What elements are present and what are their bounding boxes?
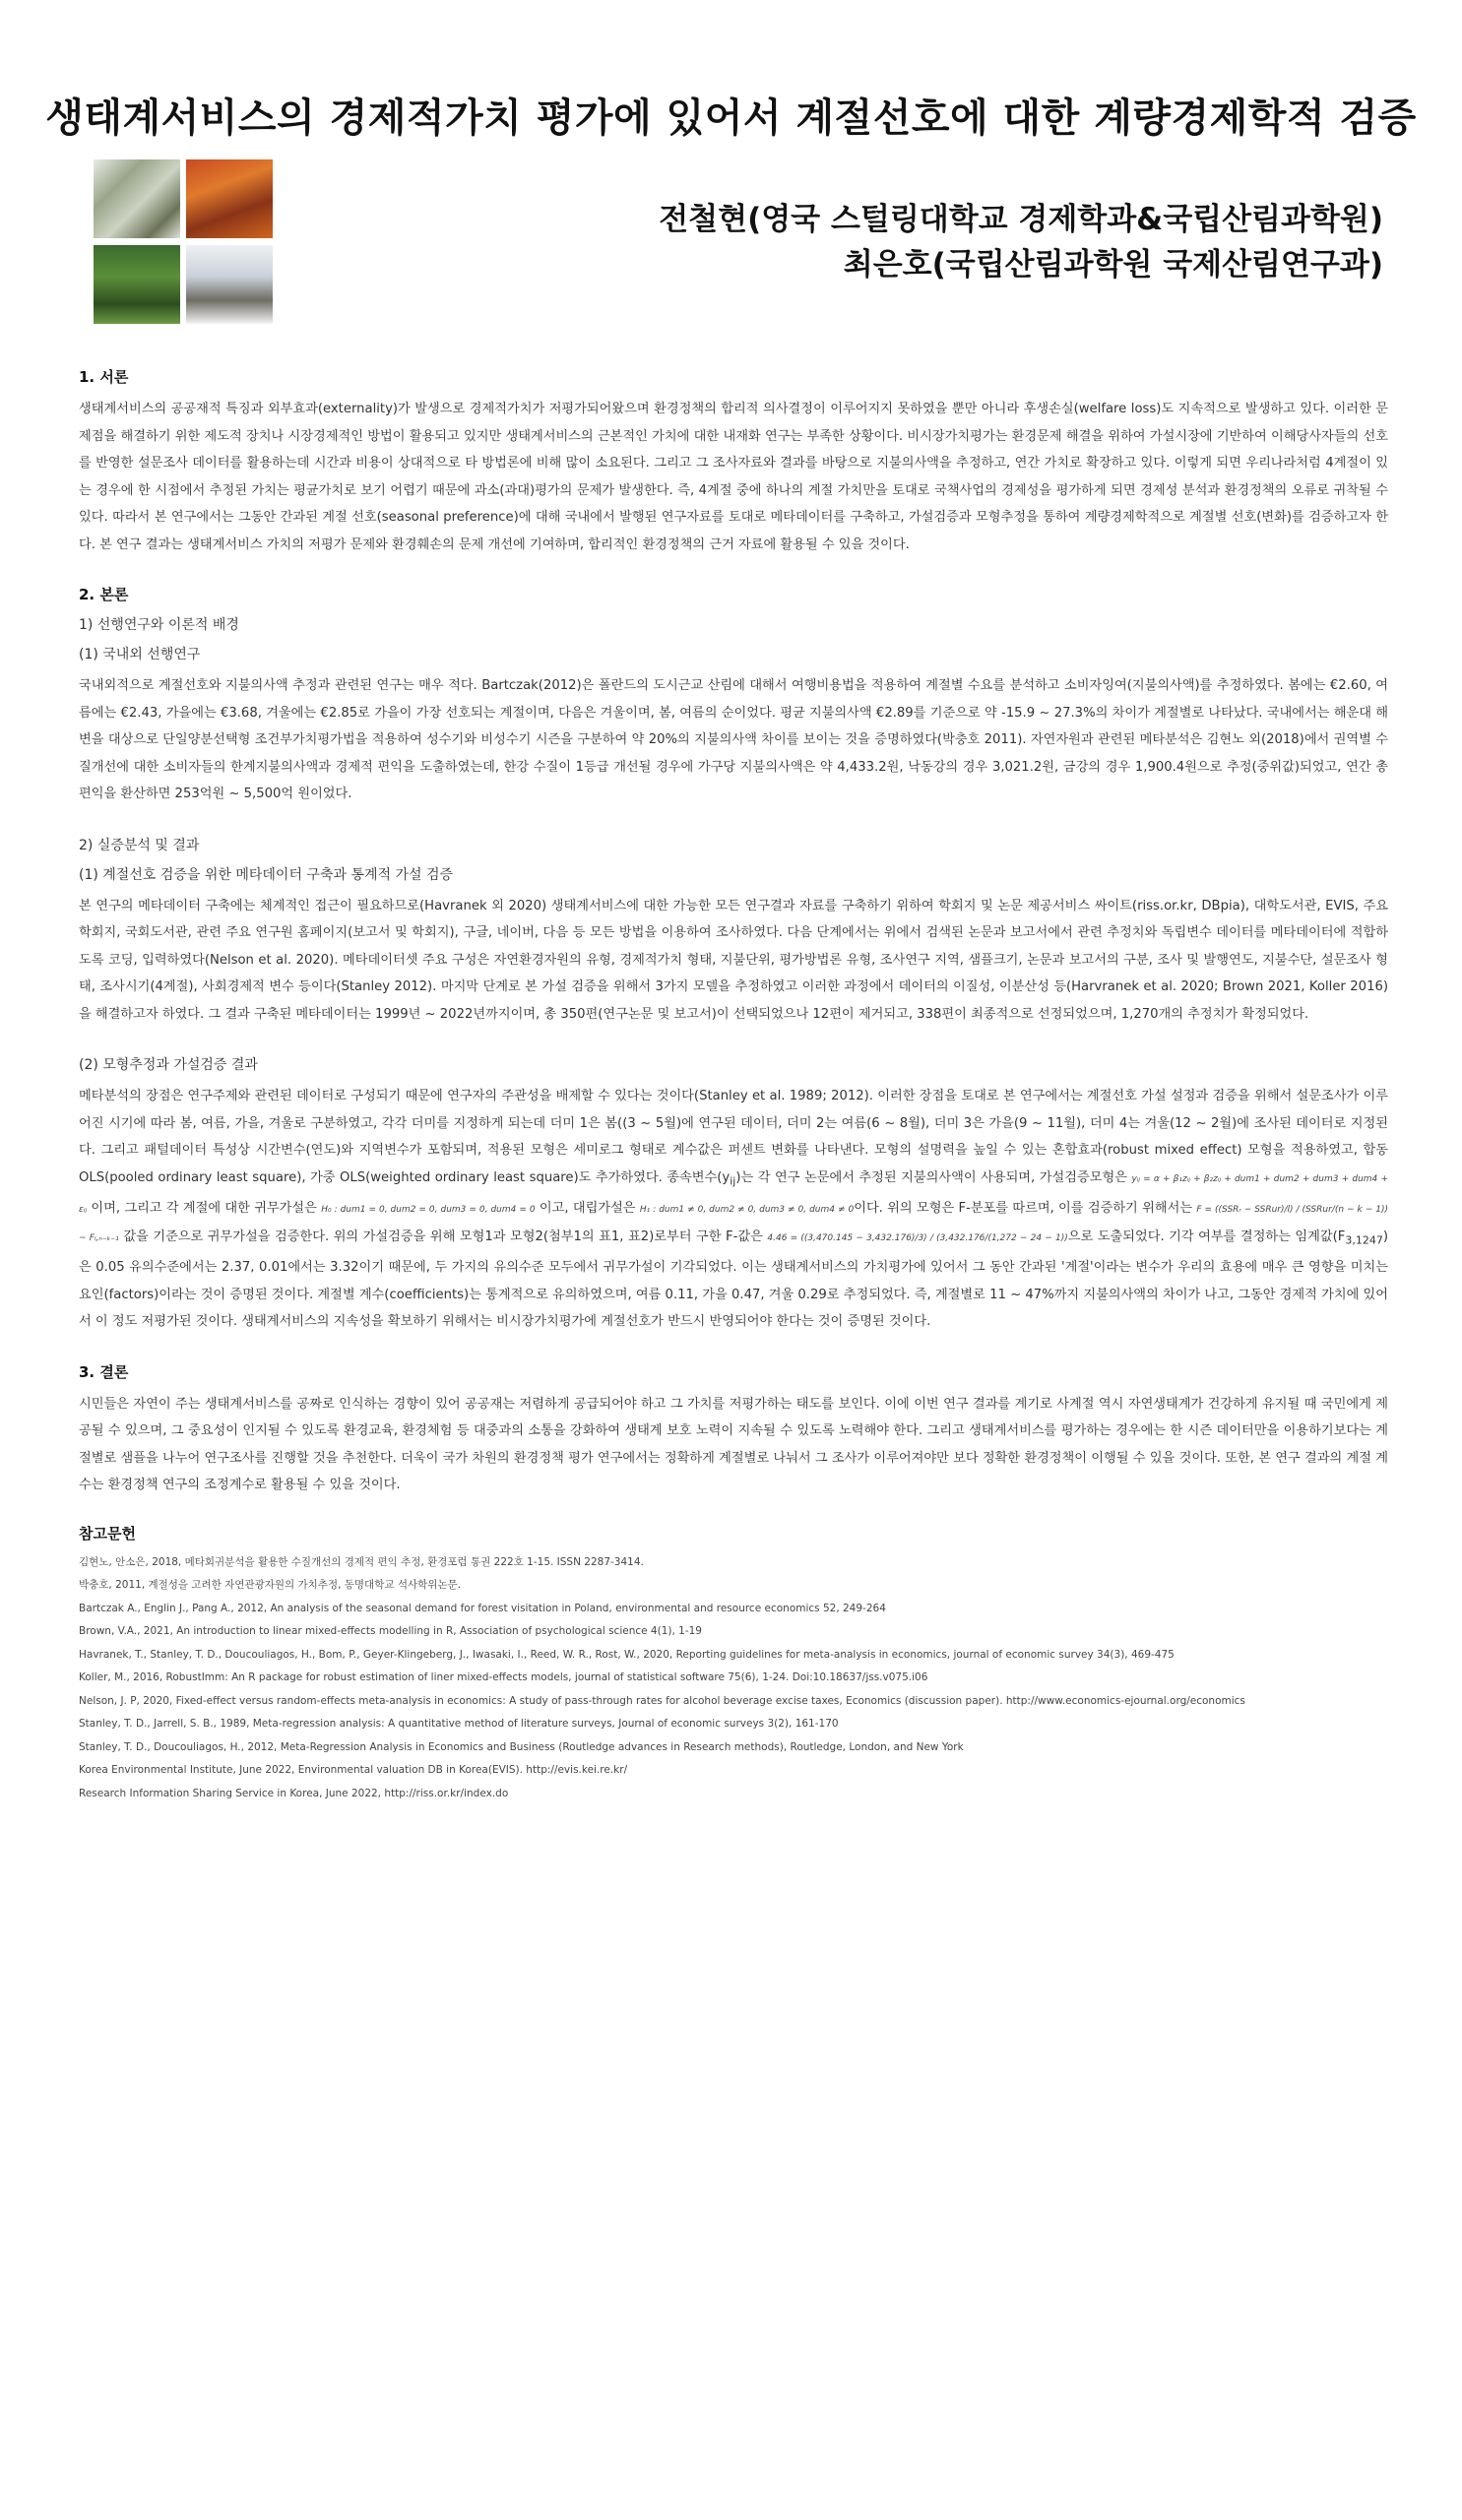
- reference-item: Koller, M., 2016, RobustImm: An R package for robust estimation of liner mixed-effects models, journal of statistical software 75(6), 1-24. Doi:10.18637/jss.v075.i06: [79, 1671, 928, 1684]
- subheading-metadata: (1) 계절선호 검증을 위한 메타데이터 구축과 통계적 가설 검증: [79, 866, 454, 883]
- references-heading: 참고문헌: [79, 1524, 136, 1543]
- reference-item: Havranek, T., Stanley, T. D., Doucouliagos, H., Bom, P., Geyer-Klingeberg, J., Iwasaki, I., Reed, W. R., Rost, W., 2020, Reporting guidelines for meta-analysis in economics, journal of economic survey 34(3), 469-475: [79, 1648, 1175, 1661]
- prior-research-paragraph: 국내외적으로 계절선호와 지불의사액 추정과 관련된 연구는 매우 적다. Bartczak(2012)은 폴란드의 도시근교 산림에 대해서 여행비용법을 적용하여 계절별 수요를 분석하고 소비자잉여(지불의사액)를 추정하였다. 봄에는 €2.60, 여름에는 €2.43, 가을에는 €3.68, 겨울에는 €2.85로 가을이 가장 선호되는 계절이며, 다음은 겨울이며, 봄, 여름의 순이었다. 평균 지불의사액 €2.89를 기준으로 약 -15.9 ~ 27.3%의 차이가 계절별로 나타났다. 국내에서는 해운대 해변을 대상으로 단일양분선택형 조건부가치평가법을 적용하여 성수기와 비성수기 시즌을 구분하여 약 20%의 지불의사액 차이를 보이는 것을 증명하였다(박충호 2011). 자연자원과 관련된 메타분석은 김현노 외(2018)에서 권역별 수질개선에 대한 소비자들의 한계지불의사액과 경제적 편익을 도출하였는데, 한강 수질이 1등급 개선될 경우에 가구당 지불의사액은 약 4,433.2원, 낙동강의 경우 3,021.2원, 금강의 경우 1,900.4원으로 추정(중위값)되었고, 연간 총편익을 환산하면 253억원 ~ 5,500억 원이었다.: [79, 678, 1388, 801]
- section-heading-conclusion: 3. 결론: [79, 1362, 129, 1381]
- section-heading-intro: 1. 서론: [79, 368, 129, 386]
- conclusion-paragraph: 시민들은 자연이 주는 생태계서비스를 공짜로 인식하는 경향이 있어 공공재는 저렴하게 공급되어야 하고 그 가치를 저평가하는 태도를 보인다. 이에 이번 연구 결과를 계기로 사계절 역시 자연생태계가 건강하게 유지될 때 국민에게 제공될 수 있으며, 그 중요성이 인지될 수 있도록 환경교육, 환경체험 등 대중과의 소통을 강화하여 생태계 보호 노력이 지속될 수 있도록 노력해야 한다. 그리고 생태계서비스를 평가하는 경우에는 한 시즌 데이터만을 이용하기보다는 계절별로 샘플을 나누어 연구조사를 진행할 것을 추천한다. 더욱이 국가 차원의 환경정책 평가 연구에서는 정확하게 계절별로 나눠서 그 조사가 이루어져야만 보다 정확한 환경정책이 이행될 수 있을 것이다. 또한, 본 연구 결과의 계절 계수는 환경정책 연구의 조정계수로 활용될 수 있을 것이다.: [79, 1396, 1388, 1493]
- section-heading-body: 2. 본론: [79, 586, 129, 603]
- reference-item: 박충호, 2011, 계절성을 고려한 자연관광자원의 가치추정, 동명대학교 석사학위논문.: [79, 1579, 462, 1592]
- reference-item: Stanley, T. D., Doucouliagos, H., 2012, Meta-Regression Analysis in Economics and Business (Routledge advances in Research methods), Routledge, London, and New York: [79, 1740, 964, 1753]
- subheading-domestic-foreign: (1) 국내외 선행연구: [79, 647, 201, 662]
- reference-list: [79, 1551, 1388, 1806]
- metadata-paragraph: 본 연구의 메타데이터 구축에는 체계적인 접근이 필요하므로(Havranek 외 2020) 생태계서비스에 대한 가능한 모든 연구결과 자료를 구축하기 위하여 학회지 및 논문 제공서비스 싸이트(riss.or.kr, DBpia), 대학도서관, EVIS, 주요 학회지, 국회도서관, 관련 주요 연구원 홈페이지(보고서 및 학회지), 구글, 네이버, 다음 등 모든 방법을 이용하여 조사하였다. 다음 단계에서는 위에서 검색된 논문과 보고서에서 관련 추정치와 독립변수 데이터를 메타데이터에 적합하도록 코딩, 입력하였다(Nelson et al. 2020). 메타데이터셋 주요 구성은 자연환경자원의 유형, 경제적가치 형태, 지불단위, 평가방법론 유형, 조사연구 지역, 샘플크기, 논문과 보고서의 구분, 조사 및 발행연도, 지불수단, 설문조사 형태, 조사시기(4계절), 사회경제적 변수 등이다(Stanley 2012). 마지막 단계로 본 가설 검증을 위해서 3가지 모델을 추정하였고 이러한 과정에서 데이터의 이질성, 이분산성 등(Harvranek et al. 2020; Brown 2021, Koller 2016)을 해결하고자 하였다. 그 결과 구축된 메타데이터는 1999년 ~ 2022년까지이며, 총 350편(연구논문 및 보고서)이 선택되었으나 12편이 제거되고, 338편이 최종적으로 선정되었으며, 1,270개의 추정치가 확정되었다.: [79, 898, 1388, 1022]
- forest-photo-winter: [186, 245, 273, 324]
- equation-alt-hypothesis: H₁ : dum1 ≠ 0, dum2 ≠ 0, dum3 ≠ 0, dum4 ≠ 0: [639, 1204, 855, 1215]
- author-1: 전철현(영국 스털링대학교 경제학과&국립산림과학원): [659, 202, 1383, 237]
- reference-item: Nelson, J. P, 2020, Fixed-effect versus random-effects meta-analysis in economics: A study of pass-through rates for alcohol beverage excise taxes, Economics (discussion paper). http://www.economics-ejournal.org/economics: [79, 1694, 1245, 1707]
- reference-item: Korea Environmental Institute, June 2022, Environmental valuation DB in Korea(EVIS). http://evis.kei.re.kr/: [79, 1764, 628, 1777]
- equation-null-hypothesis: H₀ : dum1 = 0, dum2 = 0, dum3 = 0, dum4 = 0: [321, 1204, 536, 1215]
- subheading-model-estimation: (2) 모형추정과 가설검증 결과: [79, 1057, 258, 1073]
- model-paragraph: 메타분석의 장점은 연구주제와 관련된 데이터로 구성되기 때문에 연구자의 주관성을 배제할 수 있다는 것이다(Stanley et al. 1989; 2012). 이러한 장점을 토대로 본 연구에서는 계절선호 가설 설정과 검증을 위해서 설문조사가 이루어진 시기에 따라 봄, 여름, 가을, 겨울로 구분하였고, 각각 더미를 지정하게 되는데 더미 1은 봄((3 ~ 5월)에 연구된 데이터, 더미 2는 여름(6 ~ 8월), 더미 3은 가을(9 ~ 11월), 더미 4는 겨울(12 ~ 2월)에 조사된 데이터로 지정된다. 그리고 패털데이터 특성상 시간변수(연도)와 지역변수가 포함되며, 적용된 모형은 세미로그 형태로 계수값은 퍼센트 변화를 나타낸다. 모형의 설명력을 높일 수 있는 혼합효과(robust mixed effect) 모형을 적용하였고, 합동OLS(pooled ordinary least square), 가중 OLS(weighted ordinary least square)도 추가하였다. 종속변수$(y_{ij})$는 각 연구 논문에서 추정된 지불의사액이 사용되며, 가설검증모형은 yᵢⱼ = α + β₁zᵢⱼ + β₂zᵢⱼ + dum1 + dum2 + dum3 + dum4 + εᵢⱼ 이며, 그리고 각 계절에 대한 귀무가설은 H₀ : dum1 = 0, dum2 = 0, dum3 = 0, dum4 = 0 이고, 대립가설은 H₁ : dum1 ≠ 0, dum2 ≠ 0, dum3 ≠ 0, dum4 ≠ 0이다. 위의 모형은 F-분포를 따르며, 이를 검증하기 위해서는 F = ((SSRᵣ − SSRur)/l) / (SSRur/(n − k − 1)) ~ Fₗ,ₙ₋ₖ₋₁ 값을 기준으로 귀무가설을 검증한다. 위의 가설검증을 위해 모형1과 모형2(첨부1의 표1, 표2)로부터 구한 F-값은 4.46 = ((3,470.145 − 3,432.176)/3) / (3,432.176/(1,272 − 24 − 1))으로 도출되었다. 기각 여부를 결정하는 임계값$(F_{3,1247})$은 0.05 유의수준에서는 2.37, 0.01에서는 3.32이기 때문에, 두 가지의 유의수준 모두에서 귀무가설이 기각되었다. 이는 생태계서비스의 가치평가에 있어서 그 동안 간과된 '계절'이라는 변수가 우리의 효용에 매우 큰 영향을 미치는 요인(factors)이라는 것이 증명된 것이다. 계절별 계수(coefficients)는 통계적으로 유의하였으며, 여름 0.11, 가을 0.47, 겨울 0.29로 추정되었다. 즉, 계절별로 11 ~ 47%까지 지불의사액의 차이가 나고, 그동안 경제적 가치에 있어서 이 정도 저평가된 것이다. 생태계서비스의 지속성을 확보하기 위해서는 비시장가치평가에 계절선호가 반드시 반영되어야 한다는 것이 증명된 것이다.: [79, 1089, 1388, 1330]
- reference-item: Stanley, T. D., Jarrell, S. B., 1989, Meta-regression analysis: A quantitative method of literature surveys, Journal of economic surveys 3(2), 161-170: [79, 1718, 839, 1731]
- page-title: 생태계서비스의 경제적가치 평가에 있어서 계절선호에 대한 계량경제학적 검증: [45, 95, 1417, 141]
- reference-item: Brown, V.A., 2021, An introduction to linear mixed-effects modelling in R, Association of psychological science 4(1), 1-19: [79, 1625, 702, 1638]
- intro-paragraph: 생태계서비스의 공공재적 특징과 외부효과(externality)가 발생으로 경제적가치가 저평가되어왔으며 환경정책의 합리적 의사결정이 이루어지지 못하였을 뿐만 아니라 후생손실(welfare loss)도 지속적으로 발생하고 있다. 이러한 문제점을 해결하기 위한 제도적 장치나 시장경제적인 방법이 활용되고 있지만 생태계서비스의 근본적인 가치에 대한 내재화 연구는 부족한 상황이다. 비시장가치평가는 환경문제 해결을 위하여 가설시장에 기반하여 이해당사자들의 선호를 반영한 설문조사 데이터를 활용하는데 시간과 비용이 상대적으로 타 방법론에 비해 많이 소요된다. 그리고 그 조사자료와 결과를 바탕으로 지불의사액을 추정하고, 연간 가치로 확장하고 있다. 이렇게 되면 우리나라처럼 4계절이 있는 경우에 한 시점에서 추정된 가치는 평균가치로 보기 어렵기 때문에 과소(과대)평가의 문제가 발생한다. 즉, 4계절 중에 하나의 계절 가치만을 토대로 국책사업의 경제성을 평가하게 되면 경제성 분석과 환경정책의 오류로 귀착될 수 있다. 따라서 본 연구에서는 그동안 간과된 계절 선호(seasonal preference)에 대해 국내에서 발행된 연구자료를 토대로 메타데이터를 구축하고, 가설검증과 모형추정을 통하여 계량경제학적으로 계절별 선호(변화)를 검증하고자 한다. 본 연구 결과는 생태계서비스 가치의 저평가 문제와 환경훼손의 문제 개선에 기여하며, 합리적인 환경정책의 근거 자료에 활용될 수 있을 것이다.: [79, 402, 1388, 552]
- reference-item: Research Information Sharing Service in Korea, June 2022, http://riss.or.kr/index.do: [79, 1787, 509, 1799]
- forest-photo-frost: [94, 159, 180, 238]
- author-block: [659, 197, 1383, 287]
- subheading-prior-research: 1) 선행연구와 이론적 배경: [79, 617, 239, 633]
- equation-model: yᵢⱼ = α + β₁zᵢⱼ + β₂zᵢⱼ + dum1 + dum2 + dum3 + dum4 + εᵢⱼ: [79, 1173, 1388, 1215]
- reference-item: Bartczak A., Englin J., Pang A., 2012, An analysis of the seasonal demand for forest visitation in Poland, environmental and resource economics 52, 249-264: [79, 1602, 886, 1614]
- author-2: 최은호(국립산림과학원 국제산림연구과): [843, 247, 1383, 283]
- forest-photo-autumn: [186, 159, 273, 238]
- forest-photo-summer: [94, 245, 180, 324]
- equation-f-statistic: F = ((SSRᵣ − SSRur)/l) / (SSRur/(n − k − 1)) ~ Fₗ,ₙ₋ₖ₋₁: [79, 1204, 1388, 1244]
- reference-item: 김현노, 안소은, 2018, 메타회귀분석을 활용한 수질개선의 경제적 편익 추정, 환경포럼 통권 222호 1-15. ISSN 2287-3414.: [79, 1555, 644, 1568]
- photo-collage: [94, 159, 273, 324]
- subheading-empirical: 2) 실증분석 및 결과: [79, 837, 200, 853]
- equation-f-value: 4.46 = ((3,470.145 − 3,432.176)/3) / (3,432.176/(1,272 − 24 − 1)): [767, 1233, 1068, 1244]
- paper-body: [79, 366, 1388, 1805]
